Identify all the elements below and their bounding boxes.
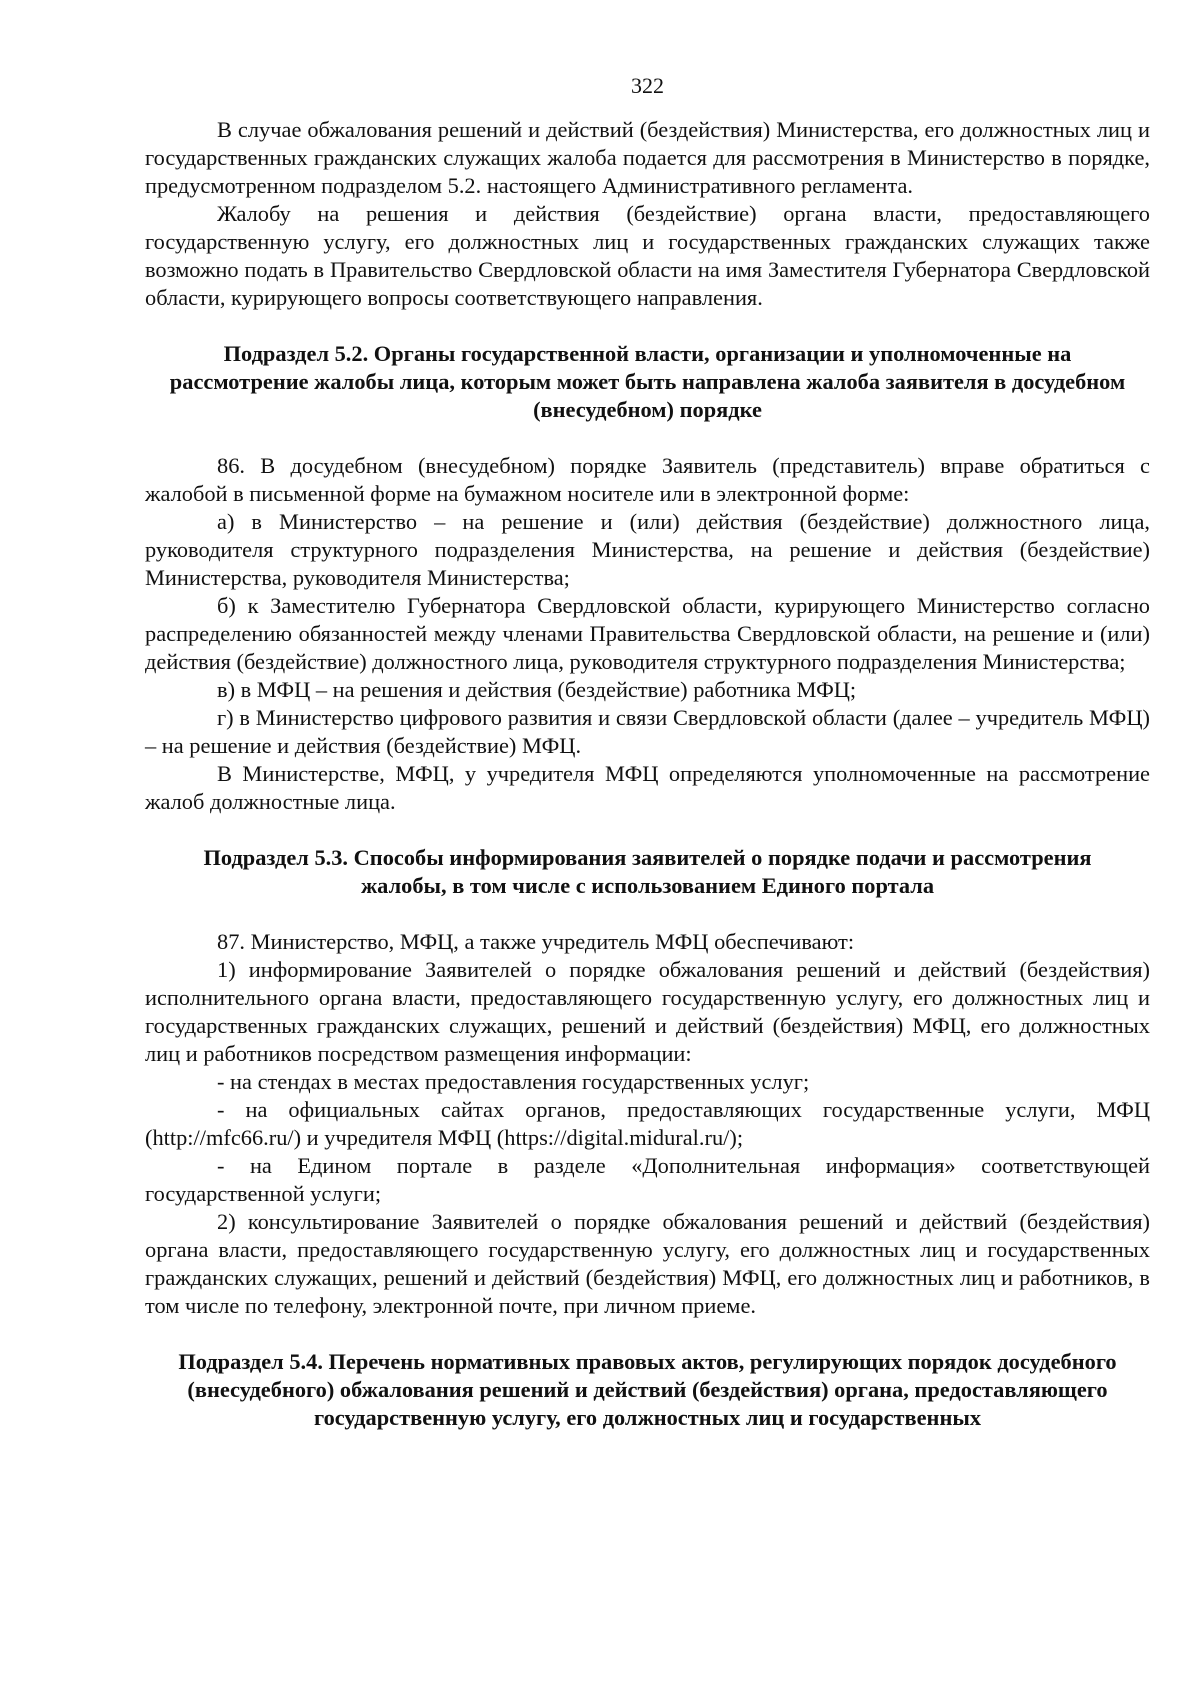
list-item: 2) консультирование Заявителей о порядке обжалования решений и действий (бездействия) органа власти, предоставляющего государственную услугу, его должностных лиц и государственных гражданских служащих, решений и действий (бездействия) МФЦ, его должностных лиц и работников, в том числе по телефону, электронной почте, при личном приеме.: [145, 1209, 1150, 1318]
section-heading-5-4: Подраздел 5.4. Перечень нормативных правовых актов, регулирующих порядок досудебного (внесудебного) обжалования решений и действий (бездействия) органа, предоставляющего государственную услугу, его должностных лиц и государственных: [178, 1349, 1117, 1430]
list-item: - на Едином портале в разделе «Дополнительная информация» соответствующей государственной услуги;: [145, 1153, 1150, 1206]
paragraph: Жалобу на решения и действия (бездействие) органа власти, предоставляющего государственную услугу, его должностных лиц и государственных гражданских служащих также возможно подать в Правительство Свердловской области на имя Заместителя Губернатора Свердловской области, курирующего вопросы соответствующего направления.: [145, 201, 1150, 310]
document-body: [145, 116, 1150, 1460]
paragraph: 86. В досудебном (внесудебном) порядке Заявитель (представитель) вправе обратиться с жалобой в письменной форме на бумажном носителе или в электронной форме:: [145, 453, 1150, 506]
section-heading-5-2: Подраздел 5.2. Органы государственной власти, организации и уполномоченные на рассмотрение жалобы лица, которым может быть направлена жалоба заявителя в досудебном (внесудебном) порядке: [169, 341, 1126, 422]
list-item: а) в Министерство – на решение и (или) действия (бездействие) должностного лица, руководителя структурного подразделения Министерства, на решение и действия (бездействие) Министерства, руководителя Министерства;: [145, 509, 1150, 590]
section-heading-5-3: Подраздел 5.3. Способы информирования заявителей о порядке подачи и рассмотрения жалобы, в том числе с использованием Единого портала: [203, 845, 1092, 898]
list-item: г) в Министерство цифрового развития и связи Свердловской области (далее – учредитель МФЦ) – на решение и действия (бездействие) МФЦ.: [145, 705, 1150, 758]
paragraph: В Министерстве, МФЦ, у учредителя МФЦ определяются уполномоченные на рассмотрение жалоб должностные лица.: [145, 761, 1150, 814]
list-item: - на стендах в местах предоставления государственных услуг;: [217, 1069, 810, 1094]
page-number: 322: [631, 73, 664, 98]
list-item: б) к Заместителю Губернатора Свердловской области, курирующего Министерство согласно распределению обязанностей между членами Правительства Свердловской области, на решение и (или) действия (бездействие) должностного лица, руководителя структурного подразделения Министерства;: [145, 593, 1150, 674]
paragraph: В случае обжалования решений и действий (бездействия) Министерства, его должностных лиц и государственных гражданских служащих жалоба подается для рассмотрения в Министерство в порядке, предусмотренном подразделом 5.2. настоящего Административного регламента.: [145, 117, 1150, 198]
list-item: в) в МФЦ – на решения и действия (бездействие) работника МФЦ;: [217, 677, 857, 702]
list-item: - на официальных сайтах органов, предоставляющих государственные услуги, МФЦ (http://mfc66.ru/) и учредителя МФЦ (https://digital.midural.ru/);: [145, 1097, 1150, 1150]
paragraph: 87. Министерство, МФЦ, а также учредитель МФЦ обеспечивают:: [217, 929, 855, 954]
list-item: 1) информирование Заявителей о порядке обжалования решений и действий (бездействия) исполнительного органа власти, предоставляющего государственную услугу, его должностных лиц и государственных гражданских служащих, решений и действий (бездействия) МФЦ, его должностных лиц и работников посредством размещения информации:: [145, 957, 1150, 1066]
